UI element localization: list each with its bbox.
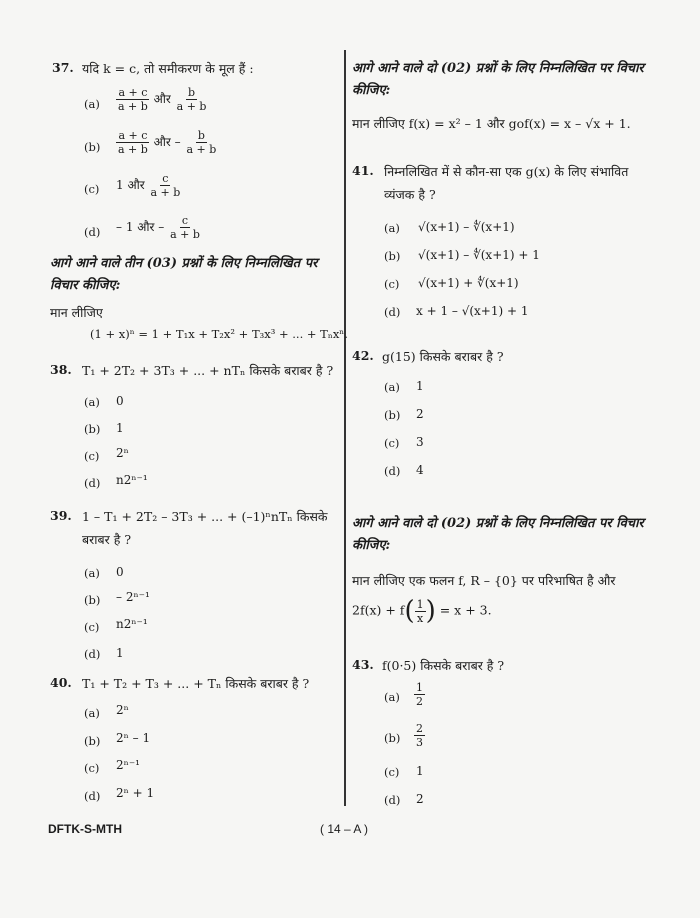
fraction: $\frac{b}{a + b}$	[186, 129, 217, 156]
q38-option-a-label: (a)	[84, 395, 100, 409]
fraction: $\frac{2}{3}$	[416, 722, 423, 749]
q41-option-c-label: (c)	[384, 277, 400, 291]
q37-option-c-label: (c)	[84, 182, 100, 196]
fraction: $\frac{a + c}{a + b}$	[118, 86, 148, 113]
column-divider	[344, 50, 346, 806]
q40-option-c-label: (c)	[84, 761, 100, 775]
q43-number: 43.	[352, 657, 374, 672]
given-functional-equation: 2f(x) + f( $\frac{1}{x}$ ) = x + 3.	[352, 596, 492, 626]
q39-option-a[interactable]: 0	[116, 565, 124, 579]
q41-option-a[interactable]: √(x+1) – ∜(x+1)	[418, 220, 515, 234]
q42-stem: g(15) किसके बराबर है ?	[382, 349, 504, 364]
q41-number: 41.	[352, 163, 374, 178]
q39-option-a-label: (a)	[84, 566, 100, 580]
q39-option-b[interactable]: – 2ⁿ⁻¹	[116, 590, 150, 604]
q41-option-c[interactable]: √(x+1) + ∜(x+1)	[418, 276, 519, 290]
q37-stem: यदि k = c, तो समीकरण के मूल हैं :	[82, 61, 254, 76]
instruction-next-three: आगे आने वाले तीन (03) प्रश्नों के लिए निम्नलिखित पर विचार कीजिए:	[50, 256, 318, 293]
q42-option-d[interactable]: 4	[416, 463, 424, 477]
q37-option-a[interactable]: $\frac{a + c}{a + b}$ और $\frac{b}{a + b}$	[118, 86, 207, 113]
q40-option-d[interactable]: 2ⁿ + 1	[116, 786, 155, 800]
q39-option-d[interactable]: 1	[116, 646, 124, 660]
q39-option-b-label: (b)	[84, 593, 101, 607]
q43-option-b[interactable]	[414, 722, 425, 749]
q41-option-d-label: (d)	[384, 305, 401, 319]
q37-number: 37.	[52, 60, 74, 75]
q39-option-c-label: (c)	[84, 620, 100, 634]
q43-option-d[interactable]: 2	[416, 792, 424, 806]
q37-option-b[interactable]: $\frac{a + c}{a + b}$ और – $\frac{b}{a + b}$	[118, 129, 217, 156]
q38-stem: T₁ + 2T₂ + 3T₃ + ... + nTₙ किसके बराबर है ?	[82, 363, 334, 378]
q37-option-a-label: (a)	[84, 97, 100, 111]
q40-option-b[interactable]: 2ⁿ – 1	[116, 731, 151, 745]
fraction: $\frac{1}{x}$	[416, 597, 424, 625]
q41-option-a-label: (a)	[384, 221, 400, 235]
fraction: $\frac{c}{a + b}$	[170, 214, 200, 241]
q41-stem-line1: निम्नलिखित में से कौन-सा एक g(x) के लिए संभावित	[384, 164, 629, 179]
q38-option-b-label: (b)	[84, 422, 101, 436]
page-number: ( 14 – A )	[320, 822, 369, 836]
q41-option-b-label: (b)	[384, 249, 401, 263]
q39-option-c[interactable]: n2ⁿ⁻¹	[116, 617, 148, 631]
q40-option-b-label: (b)	[84, 734, 101, 748]
q38-option-c[interactable]: 2ⁿ	[116, 446, 129, 460]
q40-option-a[interactable]: 2ⁿ	[116, 703, 129, 717]
given-functions: मान लीजिए f(x) = x² – 1 और gof(x) = x – √x + 1.	[352, 116, 631, 131]
q42-option-a-label: (a)	[384, 380, 400, 394]
q40-option-a-label: (a)	[84, 706, 100, 720]
q40-number: 40.	[50, 675, 72, 690]
binomial-expansion: (1 + x)ⁿ = 1 + T₁x + T₂x² + T₃x³ + ... + Tₙxⁿ.	[90, 327, 348, 341]
q42-option-b-label: (b)	[384, 408, 401, 422]
instruction-next-two-a: आगे आने वाले दो (02) प्रश्नों के लिए निम्नलिखित पर विचार कीजिए:	[352, 61, 644, 98]
fraction: $\frac{1}{2}$	[416, 681, 423, 708]
q43-stem: f(0·5) किसके बराबर है ?	[382, 658, 505, 673]
q37-option-d[interactable]: – 1 और – $\frac{c}{a + b}$	[116, 214, 200, 241]
q43-option-c-label: (c)	[384, 765, 400, 779]
q42-option-c[interactable]: 3	[416, 435, 424, 449]
q43-option-a[interactable]	[414, 681, 425, 708]
q38-option-c-label: (c)	[84, 449, 100, 463]
q37-option-c[interactable]: 1 और $\frac{c}{a + b}$	[116, 172, 181, 199]
fraction: $\frac{b}{a + b}$	[176, 86, 207, 113]
q40-option-d-label: (d)	[84, 789, 101, 803]
q43-option-a-label: (a)	[384, 690, 400, 704]
q40-stem: T₁ + T₂ + T₃ + ... + Tₙ किसके बराबर है ?	[82, 676, 310, 691]
q42-option-a[interactable]: 1	[416, 379, 424, 393]
q38-option-a[interactable]: 0	[116, 394, 124, 408]
q42-option-b[interactable]: 2	[416, 407, 424, 421]
q38-option-b[interactable]: 1	[116, 421, 124, 435]
q38-option-d-label: (d)	[84, 476, 101, 490]
q43-option-d-label: (d)	[384, 793, 401, 807]
fraction: $\frac{c}{a + b}$	[150, 172, 181, 199]
q41-option-b[interactable]: √(x+1) – ∜(x+1) + 1	[418, 248, 540, 262]
q39-stem-line1: 1 – T₁ + 2T₂ – 3T₃ + ... + (–1)ⁿnTₙ किसके	[82, 509, 328, 524]
q38-option-d[interactable]: n2ⁿ⁻¹	[116, 473, 148, 487]
fraction: $\frac{a + c}{a + b}$	[118, 129, 148, 156]
q42-option-d-label: (d)	[384, 464, 401, 478]
q37-option-b-label: (b)	[84, 140, 101, 154]
q40-option-c[interactable]: 2ⁿ⁻¹	[116, 758, 140, 772]
q43-option-b-label: (b)	[384, 731, 401, 745]
q42-option-c-label: (c)	[384, 436, 400, 450]
q38-number: 38.	[50, 362, 72, 377]
q42-number: 42.	[352, 348, 374, 363]
q41-stem-line2: व्यंजक है ?	[384, 187, 436, 202]
q37-option-d-label: (d)	[84, 225, 101, 239]
q41-option-d[interactable]: x + 1 – √(x+1) + 1	[416, 304, 529, 318]
paper-code: DFTK-S-MTH	[48, 822, 122, 836]
q39-stem-line2: बराबर है ?	[82, 532, 132, 547]
instruction-next-two-b: आगे आने वाले दो (02) प्रश्नों के लिए निम्नलिखित पर विचार कीजिए:	[352, 516, 644, 553]
q39-number: 39.	[50, 508, 72, 523]
q39-option-d-label: (d)	[84, 647, 101, 661]
q43-option-c[interactable]: 1	[416, 764, 424, 778]
given-function-domain: मान लीजिए एक फलन f, R – {0} पर परिभाषित है और	[352, 573, 616, 588]
assume-label: मान लीजिए	[50, 305, 103, 320]
